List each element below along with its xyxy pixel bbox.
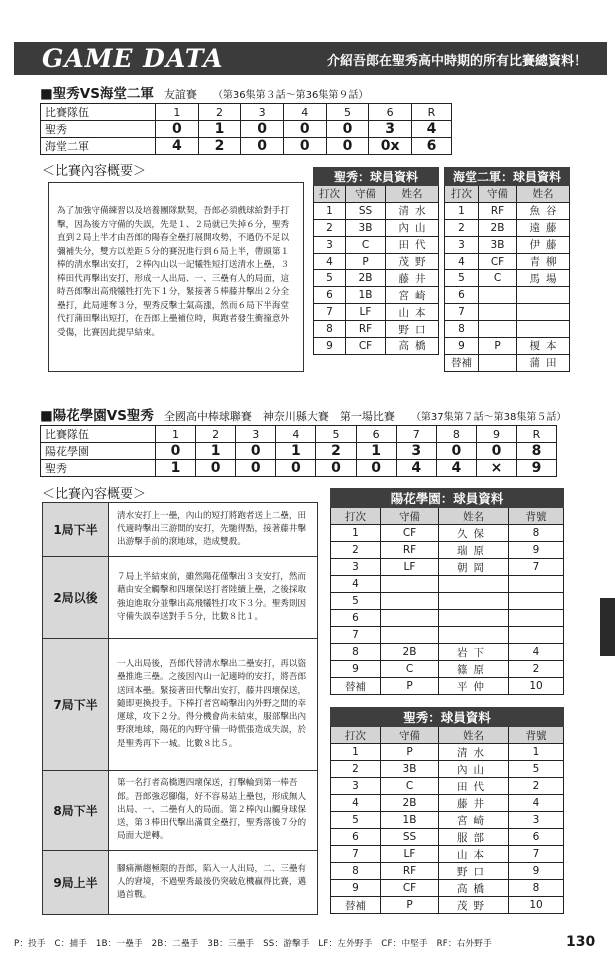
batting-order: 4 — [445, 253, 479, 270]
position — [381, 627, 439, 644]
player-name — [439, 610, 509, 627]
roster-row — [331, 576, 564, 593]
inning-summary-row — [43, 639, 318, 771]
jersey-number — [509, 593, 564, 610]
inning-score: 3 — [369, 121, 412, 138]
jersey-number — [509, 627, 564, 644]
player-name: 岩下 — [439, 644, 509, 661]
batting-order: 替補 — [331, 897, 381, 914]
player-name: 蒲田 — [517, 354, 570, 371]
roster-title: 聖秀：球員資料 — [314, 168, 439, 186]
batting-order: 2 — [314, 219, 346, 236]
game-data-banner — [14, 42, 607, 75]
roster-header: 打次 — [331, 727, 381, 744]
position: RF — [479, 202, 517, 219]
position: P — [479, 338, 517, 355]
position: C — [381, 778, 439, 795]
game1-title: ■聖秀VS海堂二軍 — [40, 86, 154, 102]
roster-row — [331, 880, 564, 897]
player-name: 遠藤 — [517, 219, 570, 236]
inning-header: 6 — [369, 104, 412, 121]
jersey-number: 7 — [509, 846, 564, 863]
batting-order: 5 — [331, 593, 381, 610]
player-name: 青柳 — [517, 253, 570, 270]
inning-header: 3 — [236, 426, 276, 443]
roster-row — [331, 593, 564, 610]
batting-order: 1 — [445, 202, 479, 219]
position: 2B — [479, 219, 517, 236]
batting-order: 替補 — [445, 354, 479, 371]
batting-order: 9 — [314, 338, 346, 355]
inning-score: 0 — [241, 138, 284, 155]
runs-header: R — [412, 104, 452, 121]
position-legend: P：投手 C：捕手 1B：一壘手 2B：二壘手 3B：三壘手 SS：游擊手 LF：左外野手 CF：中堅手 RF：右外野手 — [14, 939, 492, 949]
roster-row — [331, 761, 564, 778]
position: LF — [381, 559, 439, 576]
position: P — [381, 744, 439, 761]
inning-label: 2局以後 — [43, 557, 109, 639]
batting-order: 4 — [314, 253, 346, 270]
player-name: 平仲 — [439, 678, 509, 695]
player-name: 田代 — [439, 778, 509, 795]
position: 3B — [381, 761, 439, 778]
score-header-label: 比賽隊伍 — [41, 104, 156, 121]
batting-order: 替補 — [331, 678, 381, 695]
inning-label: 1局下半 — [43, 503, 109, 557]
position: P — [381, 678, 439, 695]
position: 1B — [346, 287, 386, 304]
team-name: 陽花學園 — [41, 443, 156, 460]
inning-label: 9局上半 — [43, 851, 109, 915]
player-name: 內山 — [386, 219, 439, 236]
position: P — [346, 253, 386, 270]
position: C — [479, 270, 517, 287]
batting-order: 2 — [331, 542, 381, 559]
roster-row — [331, 678, 564, 695]
roster-row — [331, 846, 564, 863]
inning-header: 1 — [156, 104, 199, 121]
roster-row — [331, 661, 564, 678]
roster-row — [331, 644, 564, 661]
position — [479, 354, 517, 371]
batting-order: 8 — [331, 644, 381, 661]
game1-roster-kaido — [444, 167, 570, 372]
roster-title: 陽花學園：球員資料 — [331, 489, 564, 508]
inning-score: 0 — [156, 443, 196, 460]
player-name — [517, 304, 570, 321]
batting-order: 3 — [314, 236, 346, 253]
inning-header: 8 — [436, 426, 476, 443]
roster-row — [314, 304, 439, 321]
player-name: 藤井 — [439, 795, 509, 812]
inning-score: 4 — [436, 460, 476, 477]
position: LF — [346, 304, 386, 321]
game2-roster-youka — [330, 488, 564, 695]
player-name: 篠原 — [439, 661, 509, 678]
batting-order: 9 — [445, 338, 479, 355]
player-name: 榎本 — [517, 338, 570, 355]
inning-score: 0 — [236, 443, 276, 460]
inning-score: 0 — [326, 121, 369, 138]
player-name — [517, 321, 570, 338]
batting-order: 3 — [331, 559, 381, 576]
roster-row — [331, 863, 564, 880]
runs-header: R — [517, 426, 557, 443]
roster-row — [445, 338, 570, 355]
game1-scoreboard — [40, 103, 452, 155]
inning-text: 清水安打上一壘，內山的短打將跑者送上二壘，田代適時擊出三游間的安打，先馳得點，接著藤井擊出游擊手前的滾地球，造成雙殺。 — [109, 503, 318, 557]
score-row — [41, 138, 452, 155]
banner-subtitle: 介紹吾郎在聖秀高中時期的所有比賽總資料！ — [326, 54, 587, 69]
inning-summary-row — [43, 851, 318, 915]
player-name: 高橋 — [439, 880, 509, 897]
batting-order: 7 — [331, 846, 381, 863]
jersey-number: 3 — [509, 812, 564, 829]
score-row — [41, 460, 557, 477]
total-runs: 6 — [412, 138, 452, 155]
position: P — [381, 897, 439, 914]
roster-header: 姓名 — [439, 508, 509, 525]
roster-row — [314, 202, 439, 219]
jersey-number: 8 — [509, 525, 564, 542]
batting-order: 8 — [314, 321, 346, 338]
batting-order: 1 — [314, 202, 346, 219]
roster-row — [314, 338, 439, 355]
total-runs: 8 — [517, 443, 557, 460]
jersey-number — [509, 610, 564, 627]
inning-score: 0 — [156, 121, 199, 138]
game1-overview-text: 為了加強守備練習以及培養團隊默契，吾郎必須戲球給對手打擊，因為後方守備的失誤，先是１、２局就已失掉６分，聖秀直到２局上半才由吾郎的陽春全壘打展開攻勢，不過仍不足以彌補失分，雙方以差距５分的賽況進行到６局上半，帶頭第１棒的清水擊出安打，２棒內山以一記犧牲短打送清水上壘，３棒田代再擊出安打，形成一人出局、一、三壘有人的局面，這時吾郎擊出高飛犧牲打先下１分，緊接著５棒藤井擊出２分全壘打，此局連奪３分，聖秀反擊士氣高漲，然而６局下半海堂代打蒲田擊出短打，在吾郎上壘補位時，與跑者發生衝撞意外受傷，比賽因此提早結束。 — [57, 206, 290, 338]
batting-order: 7 — [314, 304, 346, 321]
position: 3B — [346, 219, 386, 236]
player-name: 內山 — [439, 761, 509, 778]
player-name — [517, 287, 570, 304]
game2-overview-title: ＜比賽內容概要＞ — [42, 487, 147, 502]
inning-score: 0 — [316, 460, 356, 477]
batting-order: 2 — [445, 219, 479, 236]
player-name: 瑞原 — [439, 542, 509, 559]
batting-order: 1 — [331, 744, 381, 761]
roster-row — [445, 236, 570, 253]
batting-order: 2 — [331, 761, 381, 778]
inning-score: 0 — [236, 460, 276, 477]
position — [479, 321, 517, 338]
game2-roster-seishu — [330, 707, 564, 914]
player-name: 久保 — [439, 525, 509, 542]
batting-order: 3 — [331, 778, 381, 795]
position — [479, 287, 517, 304]
score-row — [41, 121, 452, 138]
inning-score: 0 — [326, 138, 369, 155]
roster-row — [445, 287, 570, 304]
player-name: 藤井 — [386, 270, 439, 287]
batting-order: 5 — [331, 812, 381, 829]
player-name: 茂野 — [386, 253, 439, 270]
inning-summary-row — [43, 771, 318, 851]
game1-roster-seishu — [313, 167, 439, 355]
position: 2B — [381, 795, 439, 812]
player-name: 高橋 — [386, 338, 439, 355]
player-name: 魚谷 — [517, 202, 570, 219]
roster-row — [314, 236, 439, 253]
player-name — [439, 627, 509, 644]
player-name — [439, 593, 509, 610]
inning-header: 5 — [316, 426, 356, 443]
inning-score: 1 — [196, 443, 236, 460]
roster-header: 背號 — [509, 508, 564, 525]
batting-order: 6 — [331, 829, 381, 846]
roster-row — [331, 559, 564, 576]
game1-overview-title: ＜比賽內容概要＞ — [42, 164, 147, 179]
player-name: 田代 — [386, 236, 439, 253]
roster-row — [331, 778, 564, 795]
jersey-number: 4 — [509, 644, 564, 661]
batting-order: 5 — [314, 270, 346, 287]
position: C — [346, 236, 386, 253]
inning-header: 4 — [276, 426, 316, 443]
player-name: 朝岡 — [439, 559, 509, 576]
position: SS — [381, 829, 439, 846]
jersey-number: 9 — [509, 542, 564, 559]
roster-header: 守備 — [381, 508, 439, 525]
team-name: 聖秀 — [41, 121, 156, 138]
inning-summary-row — [43, 503, 318, 557]
inning-score: 1 — [198, 121, 241, 138]
inning-label: 7局下半 — [43, 639, 109, 771]
team-name: 海堂二軍 — [41, 138, 156, 155]
jersey-number: 7 — [509, 559, 564, 576]
roster-row — [331, 610, 564, 627]
player-name: 宮崎 — [439, 812, 509, 829]
game2-type: 全國高中棒球聯賽 神奈川縣大賽 第一場比賽 — [163, 410, 395, 423]
inning-score: 0 — [283, 138, 326, 155]
total-runs: 9 — [517, 460, 557, 477]
roster-row — [331, 525, 564, 542]
roster-header: 姓名 — [439, 727, 509, 744]
inning-header: 5 — [326, 104, 369, 121]
jersey-number: 6 — [509, 829, 564, 846]
roster-row — [445, 202, 570, 219]
game2-ref: （第37集第７話～第38集第５話） — [410, 412, 567, 423]
inning-score: 4 — [156, 138, 199, 155]
roster-row — [331, 812, 564, 829]
batting-order: 6 — [331, 610, 381, 627]
position: LF — [381, 846, 439, 863]
roster-header: 姓名 — [386, 186, 439, 203]
inning-header: 1 — [156, 426, 196, 443]
roster-header: 打次 — [445, 186, 479, 203]
inning-score: 1 — [276, 443, 316, 460]
position: C — [381, 661, 439, 678]
roster-header: 打次 — [314, 186, 346, 203]
jersey-number: 2 — [509, 661, 564, 678]
roster-row — [314, 253, 439, 270]
inning-score: 0 — [476, 443, 516, 460]
game2-heading — [40, 404, 566, 424]
game2-title: ■陽花學園VS聖秀 — [40, 408, 154, 424]
roster-header: 守備 — [381, 727, 439, 744]
roster-row — [445, 304, 570, 321]
player-name: 野口 — [386, 321, 439, 338]
position: CF — [381, 880, 439, 897]
inning-score: 2 — [198, 138, 241, 155]
inning-score: × — [476, 460, 516, 477]
roster-header: 守備 — [346, 186, 386, 203]
inning-header: 9 — [476, 426, 516, 443]
inning-score: 0 — [196, 460, 236, 477]
roster-row — [331, 897, 564, 914]
position: RF — [381, 542, 439, 559]
roster-row — [331, 627, 564, 644]
batting-order: 6 — [314, 287, 346, 304]
batting-order: 1 — [331, 525, 381, 542]
inning-score: 4 — [396, 460, 436, 477]
inning-score: 0 — [276, 460, 316, 477]
position: RF — [346, 321, 386, 338]
team-name: 聖秀 — [41, 460, 156, 477]
roster-row — [314, 321, 439, 338]
position — [381, 610, 439, 627]
total-runs: 4 — [412, 121, 452, 138]
inning-score: 0 — [356, 460, 396, 477]
inning-text: 一人出局後，吾郎代替清水擊出二壘安打，再以盜壘推進三壘。之後因內山一記適時的安打，將吾郎送回本壘。緊接著田代擊出安打，藤井四壞保送，隨即更換投手。下棒打者宮崎擊出內外野之間的幸運球，攻下２分。得分機會尚未結束，服部擊出內野滾地球，陽花的內野守備一時慌張造成失誤，於是聖秀再下一城。比數８比５。 — [109, 639, 318, 771]
batting-order: 4 — [331, 795, 381, 812]
page-number: 130 — [566, 934, 596, 950]
game1-overview — [48, 182, 304, 372]
inning-score: 0x — [369, 138, 412, 155]
position: CF — [479, 253, 517, 270]
inning-score: 1 — [156, 460, 196, 477]
roster-row — [445, 354, 570, 371]
inning-text: 腳痛漸趨極限的吾郎，陷入一人出局，二、三壘有人的窘境，不過聖秀最後仍突破危機贏得比賽，邁過首戰。 — [109, 851, 318, 915]
position — [381, 576, 439, 593]
roster-row — [331, 795, 564, 812]
inning-header: 2 — [196, 426, 236, 443]
inning-text: 第一名打者高橋選四壞保送，打擊輪到第一棒吾郎。吾郎強忍腳傷，好不容易站上壘包，形成無人出局、一、二壘有人的局面。第２棒內山觸身球保送，第３棒田代擊出滿貫全壘打，聖秀落後７分的局面大逆轉。 — [109, 771, 318, 851]
roster-row — [445, 270, 570, 287]
page-edge-tab — [600, 598, 615, 656]
player-name: 馬場 — [517, 270, 570, 287]
position: CF — [346, 338, 386, 355]
jersey-number: 5 — [509, 761, 564, 778]
position — [381, 593, 439, 610]
inning-text: ７局上半結束前，雖然陽花僅擊出３支安打，然而藉由安全觸擊和四壞保送打者陸續上壘，之後採取強迫進取分並擊出高飛犧牲打攻下３分。聖秀則因守備失誤奉送對手５分，比數８比１。 — [109, 557, 318, 639]
player-name — [439, 576, 509, 593]
position: 3B — [479, 236, 517, 253]
batting-order: 8 — [331, 863, 381, 880]
inning-label: 8局下半 — [43, 771, 109, 851]
position: SS — [346, 202, 386, 219]
inning-header: 4 — [283, 104, 326, 121]
position — [479, 304, 517, 321]
roster-header: 守備 — [479, 186, 517, 203]
player-name: 清水 — [439, 744, 509, 761]
inning-score: 2 — [316, 443, 356, 460]
inning-header: 7 — [396, 426, 436, 443]
inning-score: 0 — [241, 121, 284, 138]
position: RF — [381, 863, 439, 880]
roster-row — [314, 219, 439, 236]
roster-row — [445, 253, 570, 270]
position: 2B — [346, 270, 386, 287]
batting-order: 4 — [331, 576, 381, 593]
inning-score: 0 — [436, 443, 476, 460]
inning-score: 1 — [356, 443, 396, 460]
roster-row — [331, 829, 564, 846]
roster-row — [331, 542, 564, 559]
batting-order: 5 — [445, 270, 479, 287]
player-name: 山本 — [386, 304, 439, 321]
jersey-number: 1 — [509, 744, 564, 761]
player-name: 茂野 — [439, 897, 509, 914]
roster-row — [314, 287, 439, 304]
roster-row — [331, 744, 564, 761]
player-name: 服部 — [439, 829, 509, 846]
game1-type: 友誼賽 — [163, 88, 197, 101]
jersey-number: 2 — [509, 778, 564, 795]
score-row — [41, 443, 557, 460]
inning-header: 3 — [241, 104, 284, 121]
roster-title: 聖秀：球員資料 — [331, 708, 564, 727]
roster-header: 姓名 — [517, 186, 570, 203]
player-name: 野口 — [439, 863, 509, 880]
position: 2B — [381, 644, 439, 661]
roster-row — [445, 219, 570, 236]
jersey-number: 9 — [509, 863, 564, 880]
batting-order: 3 — [445, 236, 479, 253]
inning-header: 6 — [356, 426, 396, 443]
player-name: 伊藤 — [517, 236, 570, 253]
game2-inning-summary — [42, 502, 318, 915]
batting-order: 7 — [331, 627, 381, 644]
player-name: 山本 — [439, 846, 509, 863]
batting-order: 6 — [445, 287, 479, 304]
jersey-number: 8 — [509, 880, 564, 897]
player-name: 宮崎 — [386, 287, 439, 304]
batting-order: 8 — [445, 321, 479, 338]
score-header-label: 比賽隊伍 — [41, 426, 156, 443]
roster-row — [445, 321, 570, 338]
inning-summary-row — [43, 557, 318, 639]
batting-order: 9 — [331, 880, 381, 897]
game1-ref: （第36集第３話～第36集第９話） — [212, 90, 369, 101]
jersey-number: 10 — [509, 678, 564, 695]
inning-score: 3 — [396, 443, 436, 460]
jersey-number: 10 — [509, 897, 564, 914]
jersey-number: 4 — [509, 795, 564, 812]
roster-header: 打次 — [331, 508, 381, 525]
game2-scoreboard — [40, 425, 557, 477]
player-name: 清水 — [386, 202, 439, 219]
game1-heading — [40, 82, 368, 102]
roster-header: 背號 — [509, 727, 564, 744]
batting-order: 9 — [331, 661, 381, 678]
inning-score: 0 — [283, 121, 326, 138]
inning-header: 2 — [198, 104, 241, 121]
banner-title: GAME DATA — [42, 44, 224, 73]
roster-row — [314, 270, 439, 287]
position: CF — [381, 525, 439, 542]
position: 1B — [381, 812, 439, 829]
roster-title: 海堂二軍：球員資料 — [445, 168, 570, 186]
jersey-number — [509, 576, 564, 593]
batting-order: 7 — [445, 304, 479, 321]
